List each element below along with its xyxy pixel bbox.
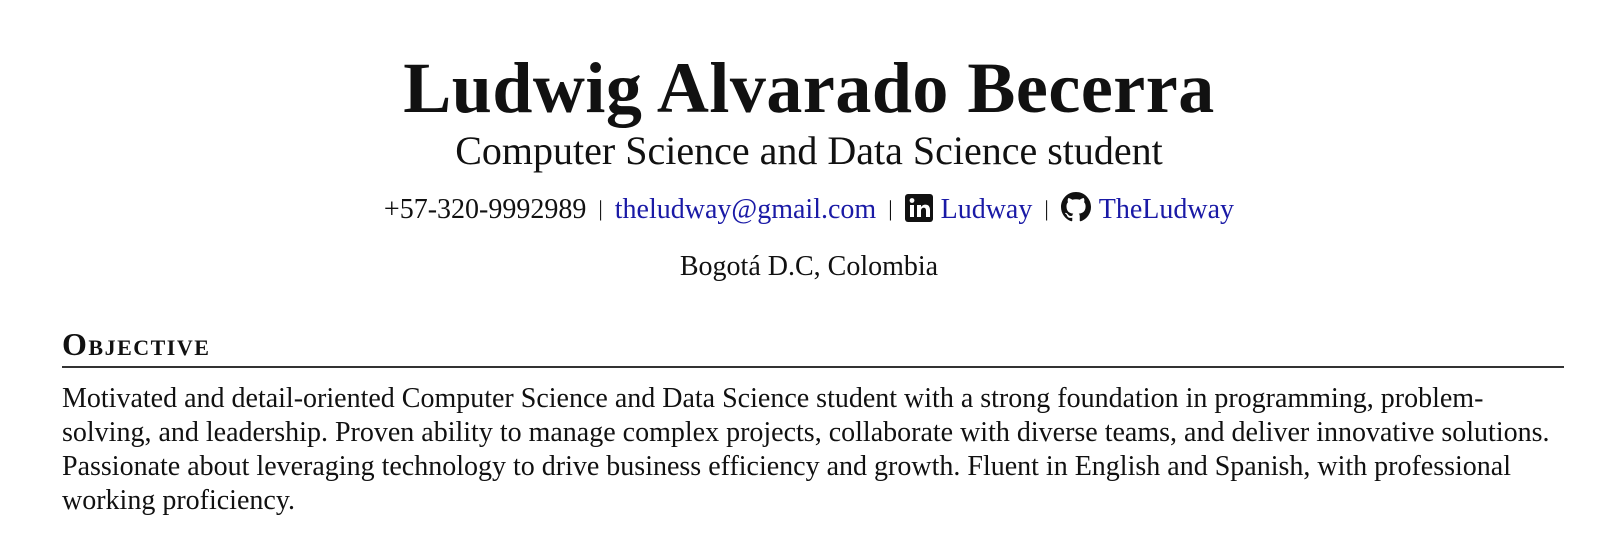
section-divider <box>62 366 1564 368</box>
contact-separator: | <box>1044 196 1049 221</box>
resume-header <box>0 48 1618 174</box>
objective-text: Motivated and detail-oriented Computer Science and Data Science student with a strong foundation in programming, problem-solving, and leadership. Proven ability to manage complex projects, collaborate with diverse teams, and deliver innovative solutions. Passionate about leveraging technology to drive business efficiency and growth. Fluent in English and Spanish, with professional working proficiency. <box>62 383 1550 516</box>
contact-separator: | <box>888 196 893 221</box>
github-label: TheLudway <box>1098 194 1235 225</box>
objective-section-title: Objective <box>62 326 211 362</box>
email-link[interactable]: theludway@gmail.com <box>614 194 877 225</box>
linkedin-icon <box>905 194 933 231</box>
phone-number: +57-320-9992989 <box>383 194 587 225</box>
candidate-name: Ludwig Alvarado Becerra <box>403 48 1215 128</box>
github-link[interactable] <box>1061 194 1234 225</box>
candidate-subtitle: Computer Science and Data Science student <box>455 128 1163 173</box>
linkedin-label: Ludway <box>940 194 1033 225</box>
contact-line <box>0 192 1618 231</box>
contact-separator: | <box>598 196 603 221</box>
location: Bogotá D.C, Colombia <box>679 251 939 282</box>
github-icon <box>1061 192 1091 231</box>
linkedin-link[interactable] <box>905 194 1033 225</box>
